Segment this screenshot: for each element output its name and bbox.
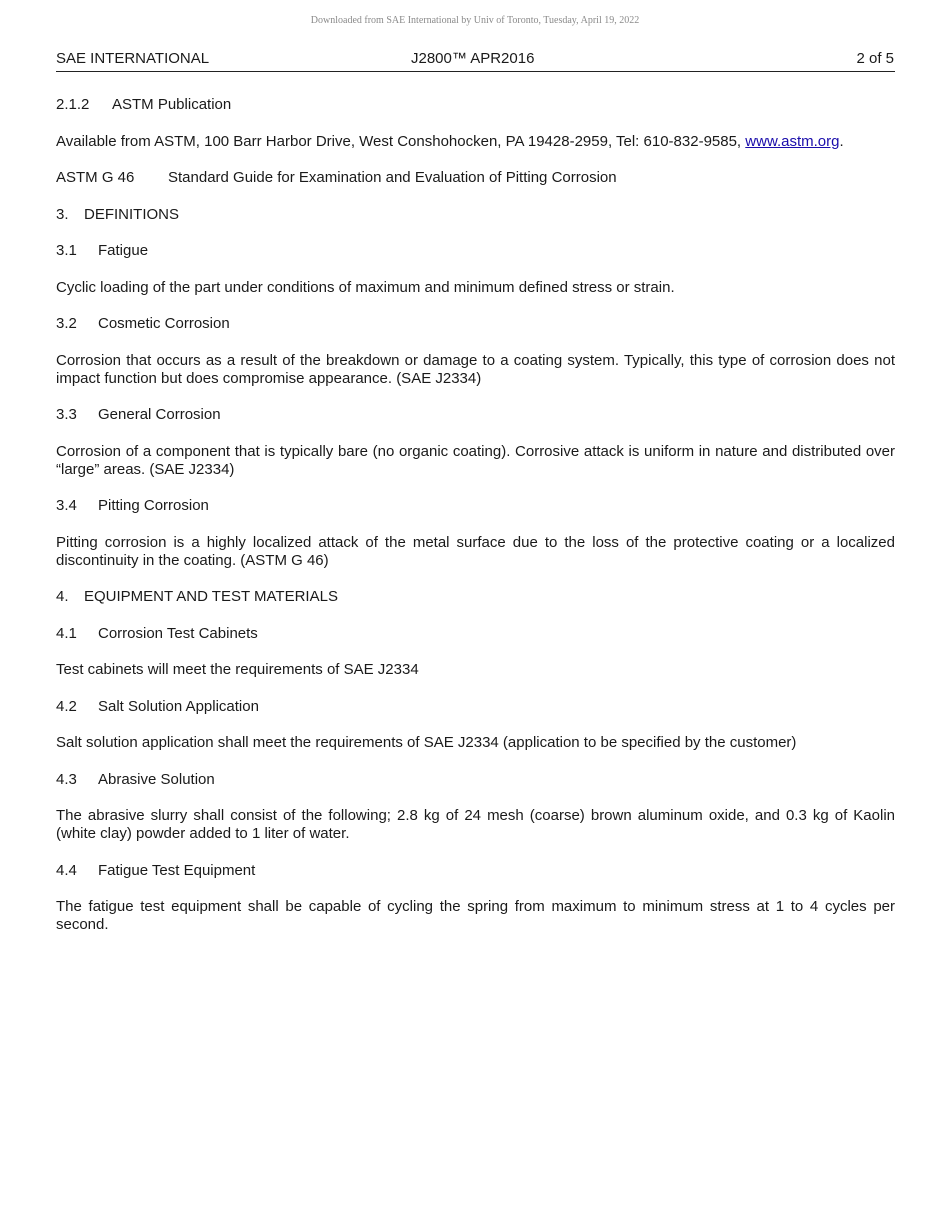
paragraph-4-3: The abrasive slurry shall consist of the following; 2.8 kg of 24 mesh (coarse) brown aluminum oxide, and 0.3 kg of Kaolin (white clay) powder added to 1 liter of water. bbox=[56, 807, 895, 842]
section-number: 3.2 bbox=[56, 315, 77, 332]
section-title: ASTM Publication bbox=[112, 96, 232, 113]
section-title: Pitting Corrosion bbox=[98, 497, 209, 514]
section-title: Fatigue bbox=[98, 242, 149, 259]
astm-reference bbox=[56, 169, 895, 187]
section-number: 3.3 bbox=[56, 406, 77, 423]
availability-text: Available from ASTM, 100 Barr Harbor Drive, West Conshohocken, PA 19428-2959, Tel: 610-832-9585, bbox=[56, 132, 746, 150]
document-body bbox=[56, 96, 895, 953]
section-number: 3.4 bbox=[56, 497, 77, 514]
header-org: SAE INTERNATIONAL bbox=[56, 50, 210, 67]
section-title: Fatigue Test Equipment bbox=[98, 861, 256, 879]
heading-3-4 bbox=[56, 497, 895, 515]
header-doc-id: J2800™ APR2016 bbox=[411, 50, 535, 67]
heading-3-2 bbox=[56, 315, 895, 333]
heading-3-3 bbox=[56, 406, 895, 424]
heading-3-1 bbox=[56, 242, 895, 260]
section-title: Abrasive Solution bbox=[98, 770, 215, 788]
heading-4-2 bbox=[56, 698, 895, 716]
section-title: DEFINITIONS bbox=[84, 205, 180, 223]
page-header bbox=[56, 49, 895, 72]
astm-link[interactable]: www.astm.org bbox=[745, 132, 840, 150]
header-page-number: 2 of 5 bbox=[856, 50, 894, 67]
availability-end: . bbox=[839, 132, 844, 150]
heading-4-3 bbox=[56, 771, 895, 789]
paragraph-4-4: The fatigue test equipment shall be capable of cycling the spring from maximum to minimum stress at 1 to 4 cycles per second. bbox=[56, 898, 895, 933]
section-number: 4.2 bbox=[56, 697, 77, 715]
section-number: 3. bbox=[56, 205, 69, 223]
section-number: 4.1 bbox=[56, 624, 77, 642]
section-number: 4.4 bbox=[56, 861, 77, 879]
paragraph-3-3: Corrosion of a component that is typically bare (no organic coating). Corrosive attack is uniform in nature and distributed over “large” areas. (SAE J2334) bbox=[56, 442, 895, 478]
download-watermark: Downloaded from SAE International by Univ of Toronto, Tuesday, April 19, 2022 bbox=[310, 15, 640, 26]
section-title: Cosmetic Corrosion bbox=[98, 315, 230, 332]
paragraph-4-2: Salt solution application shall meet the requirements of SAE J2334 (application to be specified by the customer) bbox=[56, 734, 797, 751]
paragraph-3-1: Cyclic loading of the part under conditions of maximum and minimum defined stress or strain. bbox=[56, 278, 675, 296]
heading-3 bbox=[56, 206, 895, 224]
section-number: 4. bbox=[56, 588, 69, 605]
section-title: EQUIPMENT AND TEST MATERIALS bbox=[84, 588, 338, 605]
section-number: 4.3 bbox=[56, 770, 77, 788]
reference-code: ASTM G 46 bbox=[56, 169, 135, 186]
paragraph-4-1: Test cabinets will meet the requirements of SAE J2334 bbox=[56, 661, 419, 678]
paragraph-3-4: Pitting corrosion is a highly localized attack of the metal surface due to the loss of the protective coating or a localized discontinuity in the coating. (ASTM G 46) bbox=[56, 533, 895, 569]
reference-title: Standard Guide for Examination and Evaluation of Pitting Corrosion bbox=[168, 169, 617, 186]
section-number: 3.1 bbox=[56, 242, 77, 259]
paragraph-3-2: Corrosion that occurs as a result of the breakdown or damage to a coating system. Typically, this type of corrosion does not impact function but does compromise appearance. (SAE J2334) bbox=[56, 351, 895, 387]
heading-2-1-2 bbox=[56, 96, 895, 114]
section-title: General Corrosion bbox=[98, 406, 221, 423]
section-title: Corrosion Test Cabinets bbox=[98, 624, 258, 642]
heading-4 bbox=[56, 588, 895, 606]
heading-4-1 bbox=[56, 625, 895, 643]
section-title: Salt Solution Application bbox=[98, 697, 259, 715]
section-number: 2.1.2 bbox=[56, 96, 90, 113]
astm-availability bbox=[56, 133, 895, 151]
heading-4-4 bbox=[56, 862, 895, 880]
